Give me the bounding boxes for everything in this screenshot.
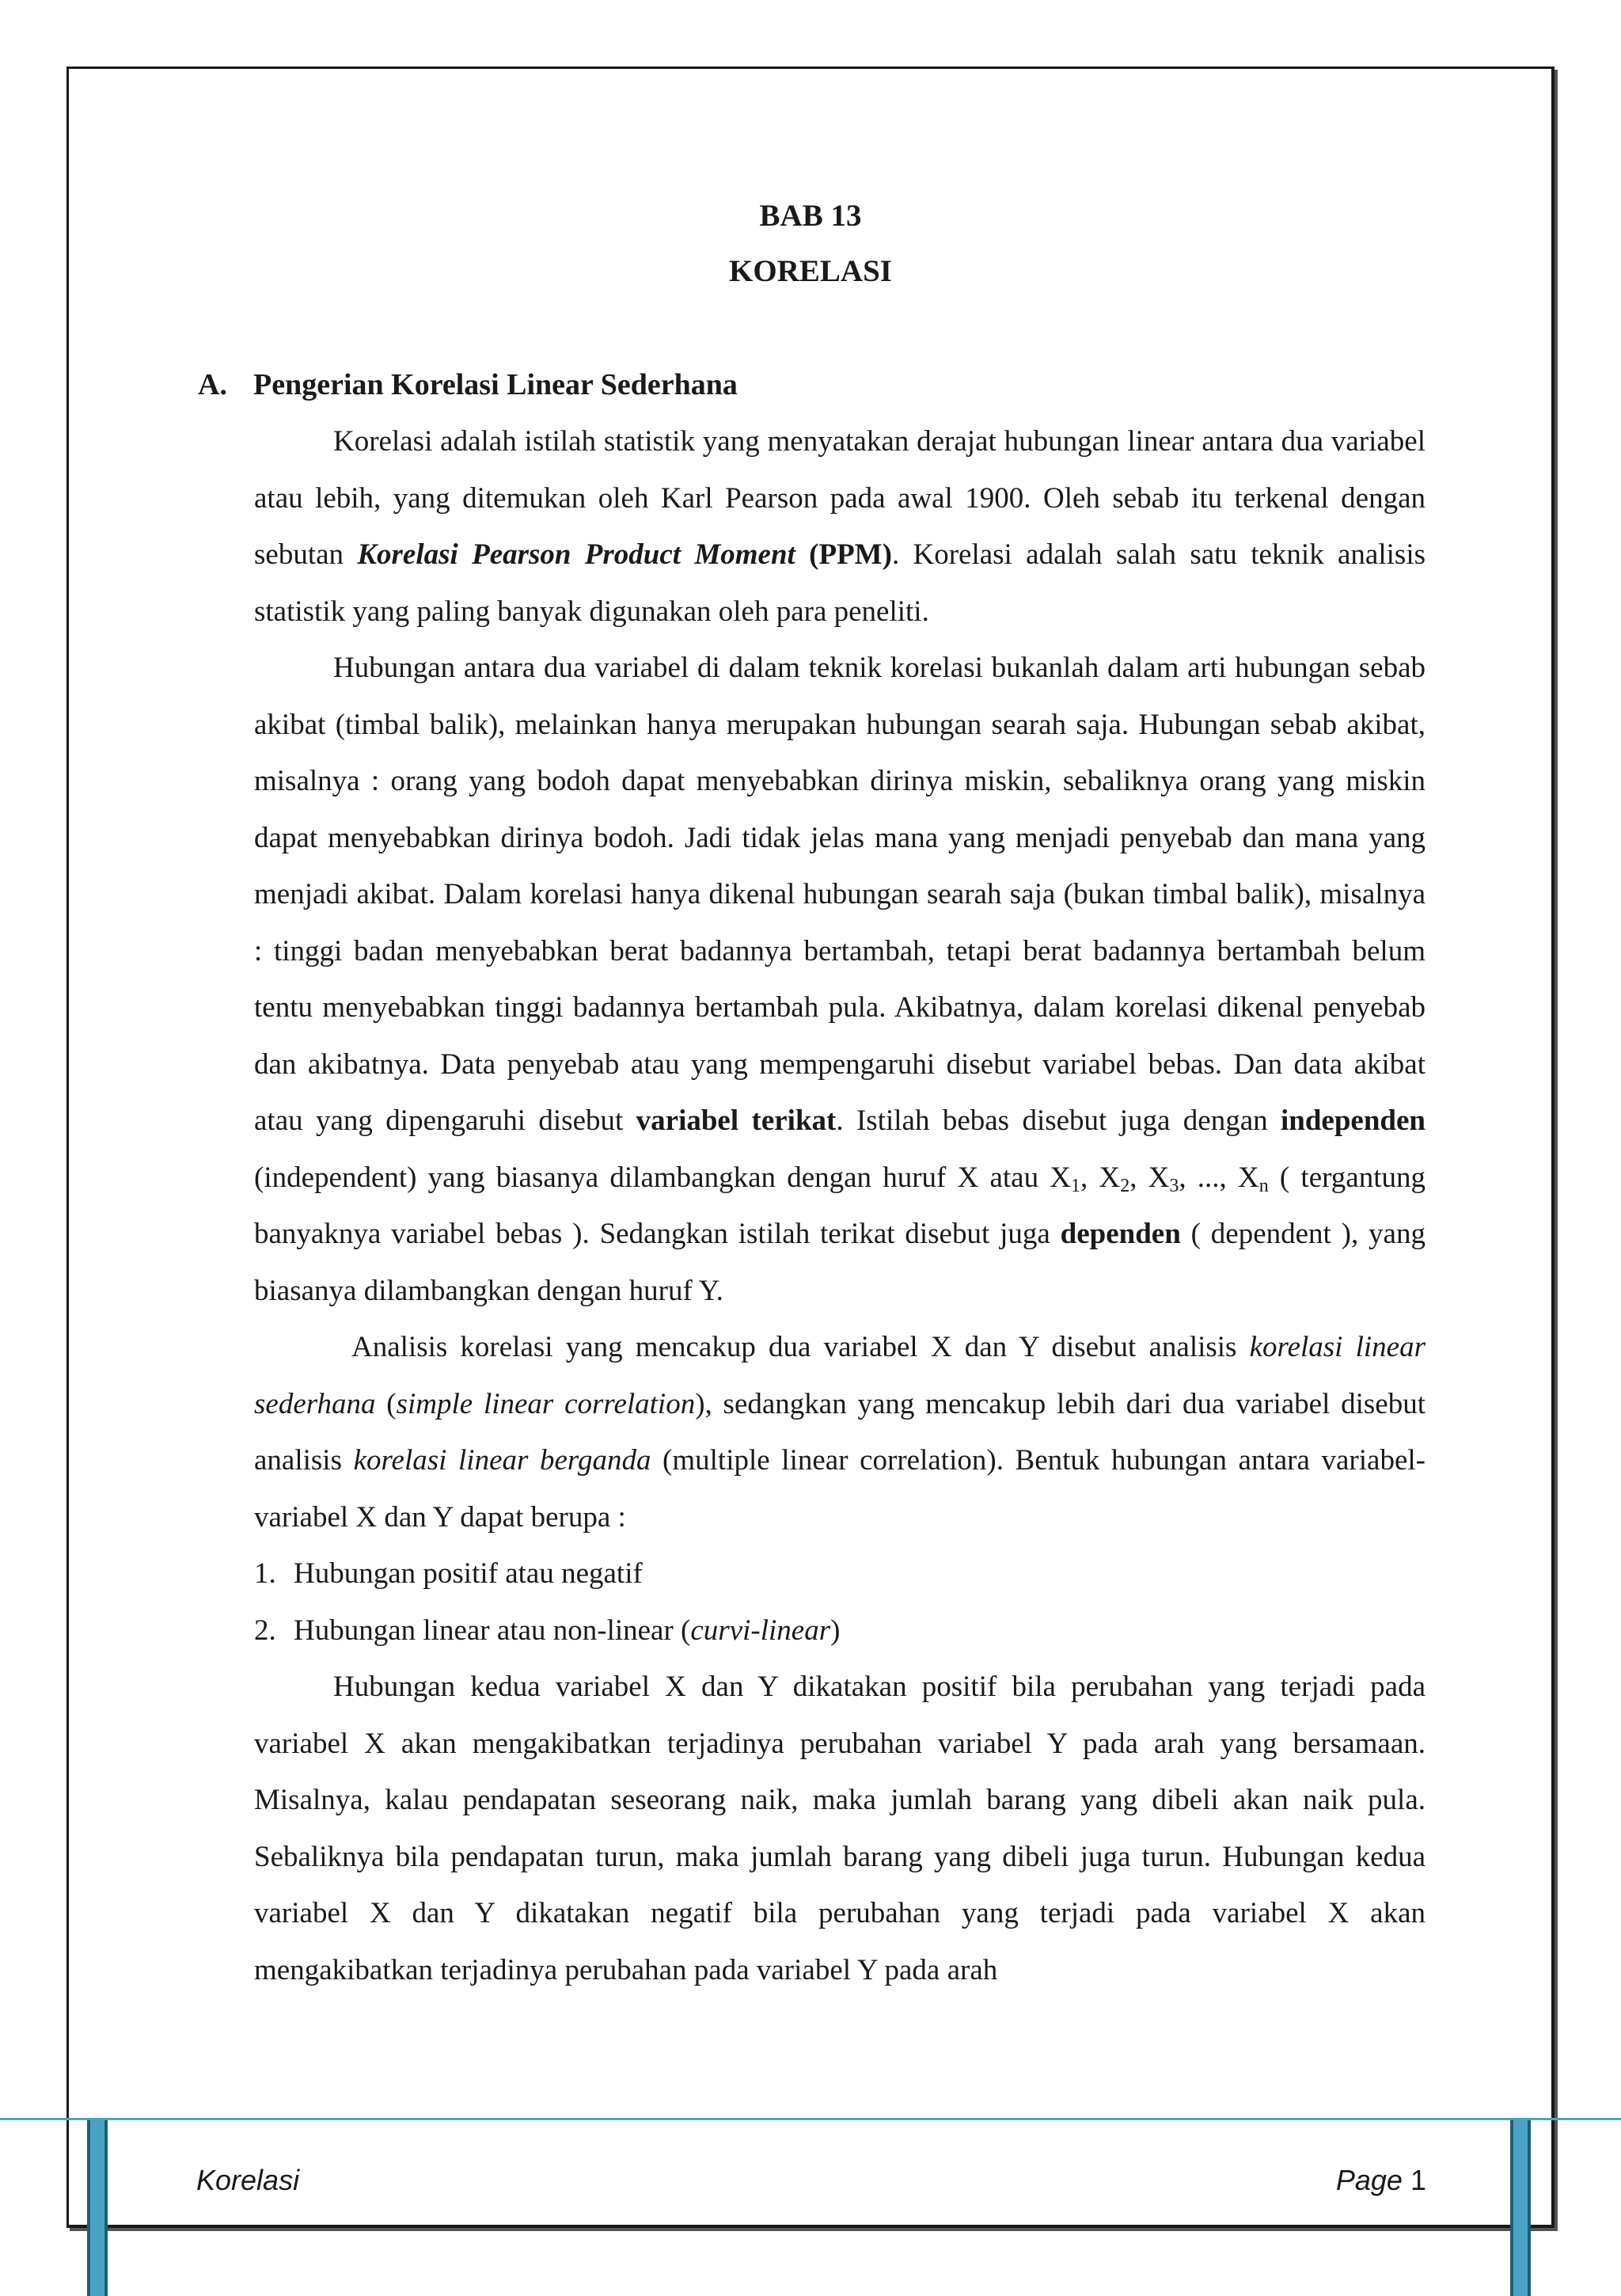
section-heading-text: Pengerian Korelasi Linear Sederhana — [253, 368, 738, 401]
list-text: Hubungan positif atau negatif — [294, 1557, 643, 1590]
chapter-title: KORELASI — [729, 254, 892, 288]
subscript: 3 — [1169, 1175, 1179, 1196]
text-run: ), sedangkan yang mencakup lebih dari dua variabel disebut analisis — [254, 1387, 1425, 1477]
subscript: n — [1258, 1175, 1269, 1196]
list-item — [254, 1602, 1425, 1659]
text-run: (multiple linear correlation). Bentuk hubungan antara variabel-variabel X dan Y dapat berupa : — [254, 1444, 1425, 1534]
paragraph-2 — [254, 640, 1425, 1319]
page-indicator — [1336, 2164, 1426, 2197]
paragraph-3 — [254, 1319, 1425, 1545]
text-run: (independent) yang biasanya dilambangkan dengan huruf X atau X — [254, 1161, 1072, 1194]
list-number: 1. — [254, 1557, 276, 1590]
emphasis-term: dependen — [1060, 1218, 1181, 1250]
emphasis-term: korelasi linear sederhana — [254, 1331, 1425, 1420]
page-number: 1 — [1410, 2164, 1426, 2196]
section-heading — [198, 367, 738, 402]
subscript: 1 — [1071, 1175, 1081, 1196]
section-letter: A. — [198, 368, 227, 401]
text-run: . Istilah bebas disebut juga dengan — [836, 1104, 1281, 1137]
emphasis-term: Korelasi Pearson Product Moment — [357, 538, 795, 571]
text-run: ( — [375, 1387, 397, 1420]
list-item — [254, 1545, 1425, 1602]
emphasis-term: simple linear correlation — [396, 1387, 696, 1420]
page-label: Page — [1335, 2164, 1403, 2196]
subscript: 2 — [1120, 1175, 1130, 1196]
text-run: , X — [1080, 1161, 1121, 1194]
list-number: 2. — [254, 1614, 276, 1647]
paragraph-4: Hubungan kedua variabel X dan Y dikatakan positif bila perubahan yang terjadi pada variabel X akan mengakibatkan terjadinya perubahan variabel Y pada arah yang bersamaan. Misalnya, kalau pendapatan seseorang naik, maka jumlah barang yang dibeli akan naik pula. Sebaliknya bila pendapatan turun, maka jumlah barang yang dibeli juga turun. Hubungan kedua variabel X dan Y dikatakan negatif bila perubahan yang terjadi pada variabel X akan mengakibatkan terjadinya perubahan pada variabel Y pada arah — [254, 1671, 1425, 1986]
footer-title: Korelasi — [196, 2164, 300, 2196]
chapter-number: BAB 13 — [759, 199, 862, 233]
text-run: Analisis korelasi yang mencakup dua variabel X dan Y disebut analisis — [351, 1331, 1250, 1363]
text-run: Korelasi adalah istilah statistik yang menyatakan derajat hubungan linear antara dua variabel atau lebih, yang ditemukan oleh Karl Pearson pada awal 1900. Oleh sebab itu terkenal dengan sebutan — [254, 425, 1425, 571]
list-text: ) — [830, 1614, 841, 1647]
document-body — [254, 413, 1425, 1998]
paragraph-1 — [254, 413, 1425, 640]
emphasis-term: (PPM) — [809, 538, 892, 571]
list-text-italic: curvi-linear — [690, 1614, 831, 1647]
text-run: ( tergantung banyaknya variabel bebas ). Sedangkan istilah terikat disebut juga — [254, 1161, 1425, 1250]
text-run: , X — [1129, 1161, 1170, 1194]
footer-bar-right — [1510, 2120, 1531, 2296]
text-run: , ..., X — [1179, 1161, 1259, 1194]
footer-bar-left — [87, 2120, 108, 2296]
emphasis-term: independen — [1281, 1104, 1426, 1137]
emphasis-term: variabel terikat — [636, 1104, 837, 1137]
emphasis-term: korelasi linear berganda — [353, 1444, 651, 1477]
text-run — [795, 538, 809, 571]
text-run: ( dependent ), yang biasanya dilambangkan dengan huruf Y. — [254, 1218, 1425, 1307]
footer-rule — [0, 2118, 1621, 2120]
list-text: Hubungan linear atau non-linear ( — [294, 1614, 691, 1647]
text-run: . Korelasi adalah salah satu teknik analisis statistik yang paling banyak digunakan oleh para peneliti. — [254, 538, 1425, 628]
text-run: Hubungan antara dua variabel di dalam teknik korelasi bukanlah dalam arti hubungan sebab akibat (timbal balik), melainkan hanya merupakan hubungan searah saja. Hubungan sebab akibat, misalnya : orang yang bodoh dapat menyebabkan dirinya miskin, sebaliknya orang yang miskin dapat menyebabkan dirinya bodoh. Jadi tidak jelas mana yang menjadi penyebab dan mana yang menjadi akibat. Dalam korelasi hanya dikenal hubungan searah saja (bukan timbal balik), misalnya : tinggi badan menyebabkan berat badannya bertambah, tetapi berat badannya bertambah belum tentu menyebabkan tinggi badannya bertambah pula. Akibatnya, dalam korelasi dikenal penyebab dan akibatnya. Data penyebab atau yang mempengaruhi disebut variabel bebas. Dan data akibat atau yang dipengaruhi disebut — [254, 652, 1425, 1137]
